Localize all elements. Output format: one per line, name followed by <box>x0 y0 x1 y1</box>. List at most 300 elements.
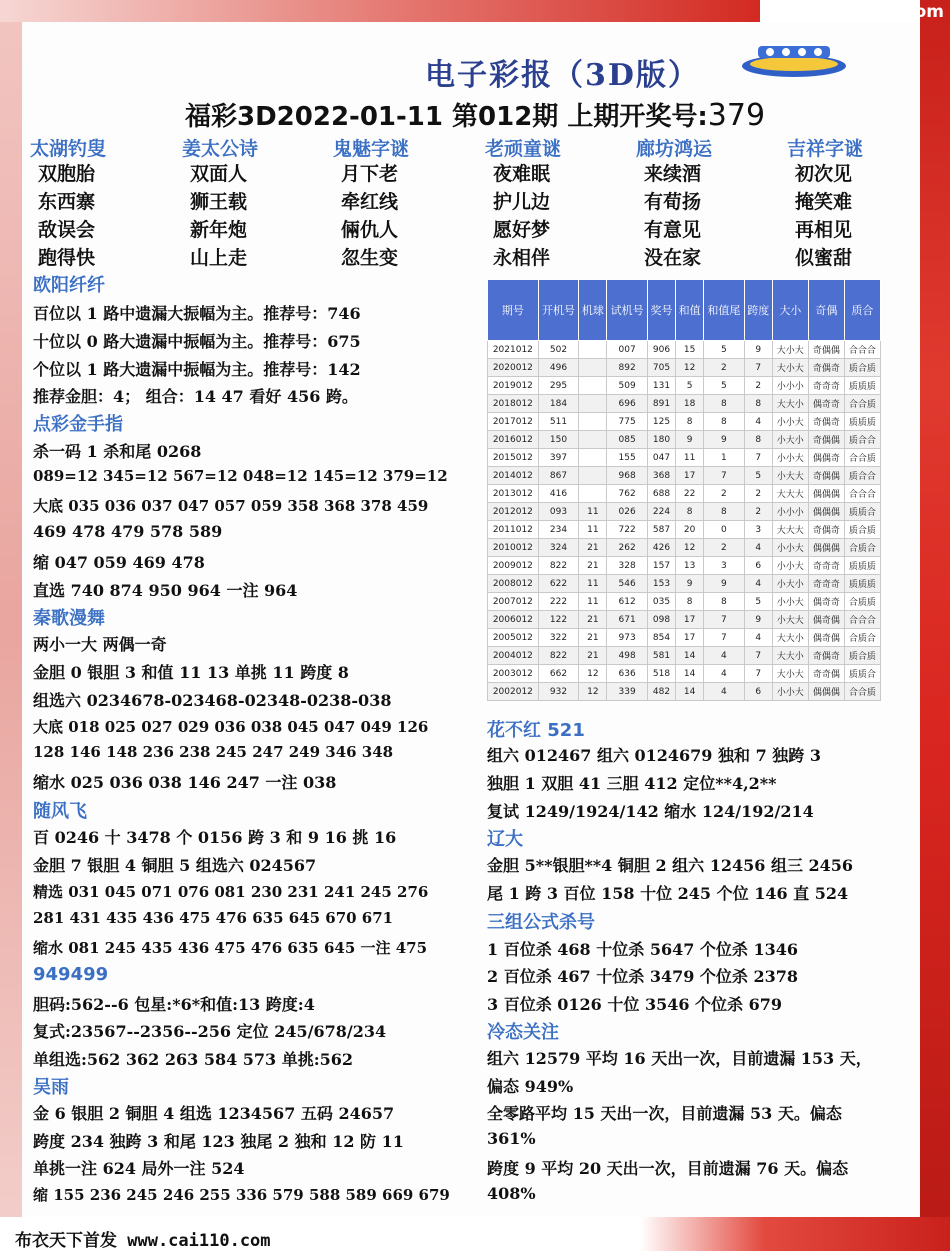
riddle-item: 跑得快 <box>38 247 96 269</box>
table-cell <box>579 395 607 413</box>
text-line: 推荐金胆：4； 组合：14 47 看好 456 跨。 <box>33 387 358 406</box>
riddle-item: 夜难眠 <box>493 163 551 185</box>
table-cell: 502 <box>538 341 579 359</box>
riddle-item: 倆仇人 <box>341 219 399 241</box>
table-cell: 5 <box>744 593 772 611</box>
table-cell: 8 <box>704 413 745 431</box>
table-cell: 质合质 <box>844 521 880 539</box>
text-line: 复式:23567--2356--256 定位 245/678/234 <box>33 1022 387 1041</box>
table-cell: 21 <box>579 647 607 665</box>
table-row <box>488 467 881 485</box>
history-table <box>487 279 881 701</box>
table-cell: 大大大 <box>772 521 808 539</box>
table-cell: 12 <box>579 665 607 683</box>
table-row <box>488 413 881 431</box>
table-cell: 奇偶偶 <box>808 467 844 485</box>
table-cell: 小小大 <box>772 449 808 467</box>
table-cell: 偶偶偶 <box>808 503 844 521</box>
text-line: 128 146 148 236 238 245 247 249 346 348 <box>33 743 394 761</box>
table-cell: 2009012 <box>488 557 539 575</box>
table-row <box>488 575 881 593</box>
history-table-body <box>488 341 881 701</box>
text-line: 十位以 0 路大遗漏中振幅为主。推荐号：675 <box>33 332 361 351</box>
table-cell: 662 <box>538 665 579 683</box>
text-line: 百位以 1 路中遗漏大振幅为主。推荐号：746 <box>33 304 361 323</box>
table-cell: 大小大 <box>772 359 808 377</box>
column-header: 和值尾 <box>704 280 745 341</box>
text-line: 全零路平均 15 天出一次，目前遗漏 53 天。偏态 <box>487 1104 842 1123</box>
table-cell: 122 <box>538 611 579 629</box>
table-row <box>488 593 881 611</box>
text-line: 个位以 1 路大遗漏中振幅为主。推荐号：142 <box>33 360 361 379</box>
table-cell: 小大小 <box>772 575 808 593</box>
table-cell: 722 <box>607 521 648 539</box>
table-cell: 295 <box>538 377 579 395</box>
text-line: 1 百位杀 468 十位杀 5647 个位杀 1346 <box>487 940 799 959</box>
table-cell <box>579 341 607 359</box>
table-cell: 328 <box>607 557 648 575</box>
table-cell: 9 <box>704 431 745 449</box>
table-row <box>488 629 881 647</box>
riddle-item: 没在家 <box>644 247 702 269</box>
table-cell <box>579 467 607 485</box>
table-header-row <box>488 280 881 341</box>
column-header: 大小 <box>772 280 808 341</box>
site-url-top[interactable]: cai110.com <box>835 2 944 22</box>
table-row <box>488 341 881 359</box>
table-cell: 15 <box>676 341 704 359</box>
footer-credit[interactable]: 布衣天下首发 www.cai110.com <box>15 1231 271 1251</box>
column-header: 和值 <box>676 280 704 341</box>
table-cell: 2 <box>704 539 745 557</box>
riddle-item: 敌误会 <box>38 219 96 241</box>
riddle-column <box>182 134 322 272</box>
text-line: 独胆 1 双胆 41 三胆 412 定位**4,2** <box>487 774 777 793</box>
table-cell: 奇偶偶 <box>808 431 844 449</box>
table-cell: 2002012 <box>488 683 539 701</box>
table-cell: 大大小 <box>772 629 808 647</box>
table-cell: 小小大 <box>772 413 808 431</box>
table-cell: 奇偶偶 <box>808 341 844 359</box>
table-cell: 4 <box>744 413 772 431</box>
top-decoration <box>0 0 760 22</box>
table-cell: 合合质 <box>844 449 880 467</box>
table-cell: 0 <box>704 521 745 539</box>
riddle-item: 再相见 <box>795 219 853 241</box>
riddle-title: 廊坊鸿运 <box>636 138 713 160</box>
table-cell: 153 <box>647 575 675 593</box>
table-cell: 397 <box>538 449 579 467</box>
section-title: 吴雨 <box>33 1077 69 1098</box>
text-line: 组六 12579 平均 16 天出一次，目前遗漏 153 天， <box>487 1049 872 1068</box>
table-cell: 7 <box>744 359 772 377</box>
table-cell: 5 <box>704 341 745 359</box>
column-header: 试机号 <box>607 280 648 341</box>
table-row <box>488 395 881 413</box>
column-header: 开机号 <box>538 280 579 341</box>
riddle-item: 初次见 <box>795 163 853 185</box>
table-cell: 696 <box>607 395 648 413</box>
table-cell: 150 <box>538 431 579 449</box>
table-cell: 质合质 <box>844 359 880 377</box>
column-header: 跨度 <box>744 280 772 341</box>
riddle-item: 来续酒 <box>644 163 702 185</box>
riddle-title: 姜太公诗 <box>182 138 259 160</box>
table-cell: 968 <box>607 467 648 485</box>
table-row <box>488 503 881 521</box>
table-cell: 671 <box>607 611 648 629</box>
table-cell: 8 <box>676 593 704 611</box>
table-row <box>488 431 881 449</box>
table-cell: 4 <box>744 629 772 647</box>
table-cell: 小大大 <box>772 467 808 485</box>
table-cell: 762 <box>607 485 648 503</box>
table-cell: 7 <box>704 629 745 647</box>
table-cell: 11 <box>579 575 607 593</box>
table-cell: 891 <box>647 395 675 413</box>
table-cell: 518 <box>647 665 675 683</box>
table-cell: 2017012 <box>488 413 539 431</box>
table-cell: 2010012 <box>488 539 539 557</box>
text-line: 偏态 949% <box>487 1077 574 1096</box>
table-cell: 偶奇偶 <box>808 611 844 629</box>
riddle-item: 护儿边 <box>493 191 551 213</box>
table-cell: 822 <box>538 557 579 575</box>
table-cell: 合合合 <box>844 485 880 503</box>
riddle-title: 鬼魅字谜 <box>333 138 410 160</box>
table-cell <box>579 485 607 503</box>
table-cell: 偶奇奇 <box>808 593 844 611</box>
text-line: 杀一码 1 杀和尾 0268 <box>33 442 202 461</box>
table-cell <box>579 449 607 467</box>
table-cell: 324 <box>538 539 579 557</box>
section-title: 花不红 521 <box>487 720 585 741</box>
table-cell: 2021012 <box>488 341 539 359</box>
table-cell: 9 <box>676 575 704 593</box>
table-cell: 973 <box>607 629 648 647</box>
table-row <box>488 557 881 575</box>
table-cell: 17 <box>676 467 704 485</box>
table-cell: 12 <box>676 359 704 377</box>
riddle-item: 山上走 <box>190 247 248 269</box>
table-cell: 2 <box>704 359 745 377</box>
table-cell: 11 <box>579 521 607 539</box>
table-cell: 026 <box>607 503 648 521</box>
table-cell: 2016012 <box>488 431 539 449</box>
table-cell: 906 <box>647 341 675 359</box>
riddle-item: 忽生变 <box>341 247 399 269</box>
table-cell: 11 <box>579 593 607 611</box>
text-line: 直选 740 874 950 964 一注 964 <box>33 581 298 600</box>
table-cell: 2005012 <box>488 629 539 647</box>
table-cell: 3 <box>704 557 745 575</box>
table-cell: 大大小 <box>772 395 808 413</box>
table-cell: 偶偶奇 <box>808 449 844 467</box>
riddle-item: 掩笑难 <box>795 191 853 213</box>
table-cell: 14 <box>676 683 704 701</box>
table-cell: 质质质 <box>844 377 880 395</box>
table-cell: 合合质 <box>844 683 880 701</box>
table-cell: 4 <box>744 539 772 557</box>
section-title: 949499 <box>33 964 109 985</box>
table-cell: 质质合 <box>844 665 880 683</box>
table-cell: 大大小 <box>772 647 808 665</box>
table-cell: 5 <box>676 377 704 395</box>
column-header: 奖号 <box>647 280 675 341</box>
table-cell: 5 <box>744 467 772 485</box>
text-line: 大底 035 036 037 047 057 059 358 368 378 459 <box>33 497 429 515</box>
table-cell: 大小大 <box>772 665 808 683</box>
riddle-item: 月下老 <box>341 163 399 185</box>
table-cell: 9 <box>744 611 772 629</box>
table-cell: 867 <box>538 467 579 485</box>
table-cell: 18 <box>676 395 704 413</box>
table-cell: 奇偶奇 <box>808 647 844 665</box>
table-cell: 426 <box>647 539 675 557</box>
table-cell: 688 <box>647 485 675 503</box>
table-cell: 21 <box>579 629 607 647</box>
table-cell: 234 <box>538 521 579 539</box>
table-cell: 035 <box>647 593 675 611</box>
left-decoration <box>0 0 22 1251</box>
table-cell: 8 <box>676 413 704 431</box>
text-line: 尾 1 跨 3 百位 158 十位 245 个位 146 直 524 <box>487 884 849 903</box>
table-cell: 12 <box>579 683 607 701</box>
table-cell: 7 <box>744 647 772 665</box>
riddle-item: 新年炮 <box>190 219 248 241</box>
table-cell: 511 <box>538 413 579 431</box>
table-cell: 质合合 <box>844 431 880 449</box>
column-header: 奇偶 <box>808 280 844 341</box>
text-line: 大底 018 025 027 029 036 038 045 047 049 126 <box>33 718 429 736</box>
column-header: 质合 <box>844 280 880 341</box>
table-row <box>488 611 881 629</box>
table-cell: 质质质 <box>844 413 880 431</box>
table-cell: 9 <box>676 431 704 449</box>
table-cell: 奇奇奇 <box>808 557 844 575</box>
table-cell: 5 <box>704 377 745 395</box>
table-cell: 21 <box>579 557 607 575</box>
table-cell: 小小大 <box>772 593 808 611</box>
text-line: 精选 031 045 071 076 081 230 231 241 245 276 <box>33 883 429 901</box>
table-cell: 奇奇奇 <box>808 377 844 395</box>
text-line: 两小一大 两偶一奇 <box>33 635 167 654</box>
table-cell: 偶偶偶 <box>808 539 844 557</box>
riddle-item: 双胞胎 <box>38 163 96 185</box>
text-line: 金胆 5**银胆**4 铜胆 2 组六 12456 组三 2456 <box>487 856 854 875</box>
table-cell: 6 <box>744 557 772 575</box>
table-cell: 3 <box>744 521 772 539</box>
table-cell: 17 <box>676 611 704 629</box>
table-cell: 1 <box>704 449 745 467</box>
table-row <box>488 665 881 683</box>
table-cell: 小小大 <box>772 683 808 701</box>
table-cell: 155 <box>607 449 648 467</box>
table-cell: 007 <box>607 341 648 359</box>
table-cell: 2015012 <box>488 449 539 467</box>
table-cell: 14 <box>676 665 704 683</box>
table-cell <box>579 413 607 431</box>
riddle-item: 东西寨 <box>38 191 96 213</box>
table-cell: 180 <box>647 431 675 449</box>
text-line: 3 百位杀 0126 十位 3546 个位杀 679 <box>487 995 783 1014</box>
table-cell: 2003012 <box>488 665 539 683</box>
riddle-title: 老顽童谜 <box>485 138 562 160</box>
table-row <box>488 359 881 377</box>
riddle-column <box>787 134 927 272</box>
table-cell: 质合质 <box>844 647 880 665</box>
table-cell: 大小大 <box>772 341 808 359</box>
table-cell: 21 <box>579 539 607 557</box>
text-line: 缩 155 236 245 246 255 336 579 588 589 669 679 <box>33 1186 450 1204</box>
table-cell: 509 <box>607 377 648 395</box>
table-row <box>488 485 881 503</box>
text-line: 2 百位杀 467 十位杀 3479 个位杀 2378 <box>487 967 799 986</box>
table-cell: 21 <box>579 611 607 629</box>
table-cell: 8 <box>676 503 704 521</box>
table-cell: 8 <box>704 503 745 521</box>
table-cell: 大大大 <box>772 485 808 503</box>
table-cell: 612 <box>607 593 648 611</box>
text-line: 089=12 345=12 567=12 048=12 145=12 379=12 <box>33 467 448 485</box>
table-cell <box>579 377 607 395</box>
section-title: 秦歌漫舞 <box>33 608 105 629</box>
table-cell <box>579 431 607 449</box>
text-line: 金胆 0 银胆 3 和值 11 13 单挑 11 跨度 8 <box>33 663 349 682</box>
text-line: 胆码:562--6 包星:*6*和值:13 跨度:4 <box>33 995 315 1014</box>
table-cell: 262 <box>607 539 648 557</box>
text-line: 组六 012467 组六 0124679 独和 7 独跨 3 <box>487 746 821 765</box>
table-cell: 小小小 <box>772 377 808 395</box>
table-cell: 339 <box>607 683 648 701</box>
text-line: 组选六 0234678-023468-02348-0238-038 <box>33 691 392 710</box>
table-cell: 224 <box>647 503 675 521</box>
table-cell: 17 <box>676 629 704 647</box>
table-cell: 8 <box>744 431 772 449</box>
table-cell: 2008012 <box>488 575 539 593</box>
table-cell: 2007012 <box>488 593 539 611</box>
table-cell: 小小大 <box>772 557 808 575</box>
table-cell: 偶偶偶 <box>808 683 844 701</box>
table-row <box>488 449 881 467</box>
table-cell: 奇偶奇 <box>808 359 844 377</box>
table-cell: 8 <box>744 395 772 413</box>
table-cell: 2018012 <box>488 395 539 413</box>
brand-title: 电子彩报（3D版） <box>425 58 700 93</box>
table-cell: 416 <box>538 485 579 503</box>
table-cell: 20 <box>676 521 704 539</box>
table-cell: 11 <box>579 503 607 521</box>
table-cell: 13 <box>676 557 704 575</box>
table-cell: 775 <box>607 413 648 431</box>
table-cell: 8 <box>704 593 745 611</box>
table-cell: 622 <box>538 575 579 593</box>
table-cell: 482 <box>647 683 675 701</box>
table-cell: 932 <box>538 683 579 701</box>
riddle-title: 吉祥字谜 <box>787 138 864 160</box>
riddle-item: 有意见 <box>644 219 702 241</box>
text-line: 金 6 银胆 2 铜胆 4 组选 1234567 五码 24657 <box>33 1104 395 1123</box>
table-cell: 581 <box>647 647 675 665</box>
table-cell: 157 <box>647 557 675 575</box>
table-cell: 085 <box>607 431 648 449</box>
riddle-item: 双面人 <box>190 163 248 185</box>
text-line: 缩水 081 245 435 436 475 476 635 645 一注 475 <box>33 939 428 957</box>
table-cell: 6 <box>744 683 772 701</box>
table-cell: 偶奇偶 <box>808 629 844 647</box>
table-cell: 2019012 <box>488 377 539 395</box>
table-cell: 合合合 <box>844 611 880 629</box>
section-title: 点彩金手指 <box>33 414 123 435</box>
table-cell: 636 <box>607 665 648 683</box>
table-cell: 4 <box>704 665 745 683</box>
table-cell: 496 <box>538 359 579 377</box>
table-cell: 11 <box>676 449 704 467</box>
table-cell: 093 <box>538 503 579 521</box>
section-title: 辽大 <box>487 829 523 850</box>
table-cell: 小大小 <box>772 431 808 449</box>
riddle-title: 太湖钓叟 <box>30 138 107 160</box>
table-cell: 奇奇奇 <box>808 575 844 593</box>
table-cell: 047 <box>647 449 675 467</box>
riddle-column <box>485 134 625 272</box>
table-cell: 9 <box>704 575 745 593</box>
riddle-item: 狮王载 <box>190 191 248 213</box>
text-line: 缩 047 059 469 478 <box>33 553 205 572</box>
table-cell: 合质合 <box>844 539 880 557</box>
table-row <box>488 521 881 539</box>
text-line: 281 431 435 436 475 476 635 645 670 671 <box>33 909 394 927</box>
table-cell: 合合质 <box>844 395 880 413</box>
table-cell: 222 <box>538 593 579 611</box>
table-cell: 小小大 <box>772 539 808 557</box>
table-cell: 7 <box>704 611 745 629</box>
text-line: 跨度 9 平均 20 天出一次，目前遗漏 76 天。偏态 <box>487 1159 849 1178</box>
table-cell: 184 <box>538 395 579 413</box>
table-cell: 705 <box>647 359 675 377</box>
table-cell: 8 <box>704 395 745 413</box>
text-line: 百 0246 十 3478 个 0156 跨 3 和 9 16 挑 16 <box>33 828 397 847</box>
column-header: 期号 <box>488 280 539 341</box>
table-cell: 2 <box>744 485 772 503</box>
table-cell: 2020012 <box>488 359 539 377</box>
table-cell: 奇奇偶 <box>808 665 844 683</box>
table-cell: 12 <box>676 539 704 557</box>
table-cell: 奇偶奇 <box>808 521 844 539</box>
table-cell: 322 <box>538 629 579 647</box>
table-cell: 546 <box>607 575 648 593</box>
table-cell <box>579 359 607 377</box>
table-cell: 14 <box>676 647 704 665</box>
table-cell: 小小小 <box>772 503 808 521</box>
text-line: 408% <box>487 1184 536 1203</box>
table-cell: 7 <box>704 467 745 485</box>
text-line: 复试 1249/1924/142 缩水 124/192/214 <box>487 802 814 821</box>
text-line: 跨度 234 独跨 3 和尾 123 独尾 2 独和 12 防 11 <box>33 1132 404 1151</box>
riddle-item: 牵红线 <box>341 191 399 213</box>
table-cell: 合合合 <box>844 341 880 359</box>
table-cell: 498 <box>607 647 648 665</box>
table-cell: 2 <box>744 377 772 395</box>
table-cell: 2012012 <box>488 503 539 521</box>
table-cell: 854 <box>647 629 675 647</box>
table-cell: 892 <box>607 359 648 377</box>
section-title: 随风飞 <box>33 801 87 822</box>
table-cell: 7 <box>744 449 772 467</box>
table-cell: 125 <box>647 413 675 431</box>
table-cell: 偶奇奇 <box>808 395 844 413</box>
table-cell: 2011012 <box>488 521 539 539</box>
